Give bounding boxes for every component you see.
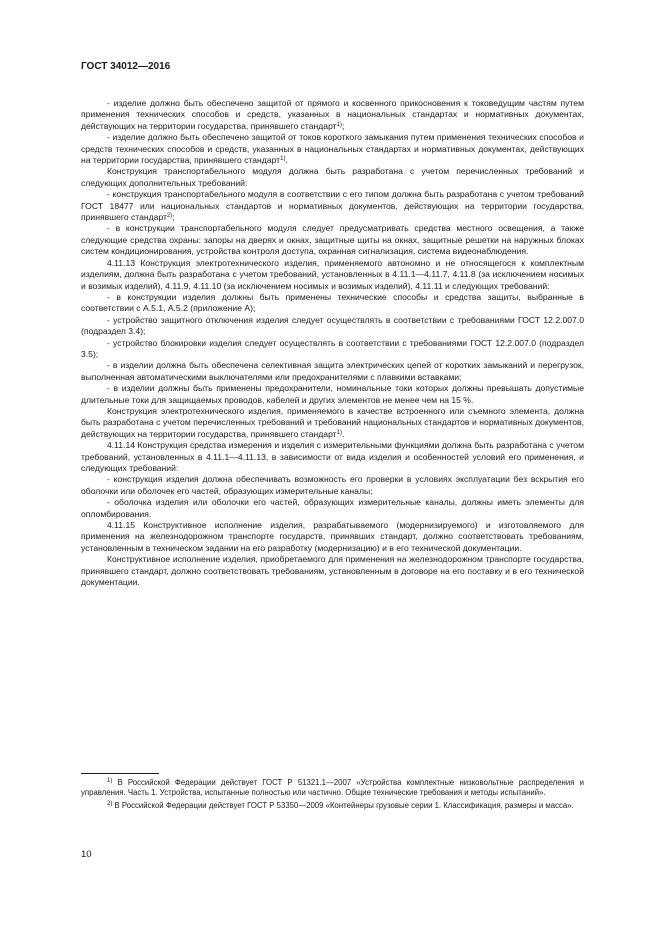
footnotes bbox=[81, 778, 584, 815]
paragraph: - в конструкции изделия должны быть применены технические способы и средства защиты, выбранные в соответствии с А.5.1, А.5.2 (приложение А); bbox=[81, 291, 584, 314]
paragraph: 4.11.14 Конструкция средства измерения и изделия с измерительными функциями должна быть разработана с учетом требований, установленных в 4.11.1—4.11.13, в зависимости от вида изделия и особенностей условий его применения, и следующих требований: bbox=[81, 440, 584, 473]
paragraph: Конструктивное исполнение изделия, приобретаемого для применения на железнодорожном транспорте государства, принявшего стандарт, должно соответствовать требованиям, установленным в договоре на его поставку и в его технической документации. bbox=[81, 554, 584, 588]
footnote: $^{2)}$ В Российской Федерации действует ГОСТ Р 53350—2009 «Контейнеры грузовые серии 1. Классификация, размеры и масса». bbox=[107, 801, 574, 811]
paragraph: - устройство защитного отключения изделия следует осуществлять в соответствии с требованиями ГОСТ 12.2.007.0 (подраздел 3.4); bbox=[81, 314, 584, 337]
footnote: $^{1)}$ В Российской Федерации действует ГОСТ Р 51321.1—2007 «Устройства комплектные низковольтные распределения и управления. Часть 1. Устройства, испытанные полностью или частично. Общие технические требования и методы испытаний». bbox=[81, 778, 584, 798]
paragraph: 4.11.15 Конструктивное исполнение изделия, разрабатываемого (модернизируемого) и изготовляемого для применения на железнодорожном транспорте государств, принявших стандарт, должно соответствовать требованиям, установленным в техническом задании на его разработку (модернизацию) и в его технической документации. bbox=[81, 520, 584, 553]
paragraph: - оболочка изделия или оболочки его частей, образующих измерительные каналы, должны иметь элементы для опломбирования. bbox=[81, 497, 584, 519]
document-header: ГОСТ 34012—2016 bbox=[81, 61, 171, 72]
paragraph: - устройство блокировки изделия следует осуществлять в соответствии с требованиями ГОСТ 12.2.007.0 (подраздел 3.5); bbox=[81, 337, 584, 359]
paragraph: - конструкция транспортабельного модуля в соответствии с его типом должна быть разработана с учетом требований ГОСТ 18477 или национальных стандартов и нормативных документов, действующих на территории государства, принявшего стандарт$^{2)}$; bbox=[81, 189, 584, 223]
page-number: 10 bbox=[81, 849, 92, 860]
paragraph: - изделие должно быть обеспечено защитой от прямого и косвенного прикосновения к токоведущим частям путем применения технических способов и средств, указанных в национальных стандартах и нормативных документах, действующих на территории государства, принявшего стандарт$^{1)}$; bbox=[81, 98, 584, 131]
paragraph: Конструкция электротехнического изделия, применяемого в качестве встроенного или съемного элемента, должна быть разработана с учетом перечисленных требований и требований национальных стандартов и нормативных документов, действующих на территории государства, принявшего стандарт$^{1)}$. bbox=[81, 405, 584, 439]
paragraph: - в изделии должна быть обеспечена селективная защита электрических цепей от коротких замыканий и перегрузок, выполненная автоматическими выключателями или предохранителями с плавкими вставками; bbox=[81, 360, 584, 382]
paragraph: - в конструкции транспортабельного модуля следует предусматривать средства местного освещения, а также следующие средства охраны: запоры на дверях и окнах, защитные щиты на окнах, защитные решетки на наружных блоках систем кондиционирования, устройства контроля доступа, охранная сигнализация, система видеонаблюдения. bbox=[81, 223, 584, 257]
paragraph: - изделие должно быть обеспечено защитой от токов короткого замыкания путем применения технических способов и средств технических способов и средств, указанных в национальных стандартах и нормативных документах, действующих на территории государства, принявшего стандарт$^{1)}$. bbox=[81, 132, 584, 166]
paragraph: - конструкция изделия должна обеспечивать возможность его проверки в условиях эксплуатации без вскрытия его оболочки или оболочек его частей, образующих измерительные каналы; bbox=[81, 474, 584, 496]
footnote-separator bbox=[81, 773, 159, 774]
document-body bbox=[81, 98, 584, 588]
paragraph: Конструкция транспортабельного модуля должна быть разработана с учетом перечисленных требований и следующих дополнительных требований: bbox=[81, 166, 584, 188]
paragraph: - в изделии должны быть применены предохранители, номинальные токи которых должны превышать допустимые длительные токи для защищаемых проводов, кабелей и других элементов не менее чем на 15 %. bbox=[81, 383, 584, 405]
paragraph: 4.11.13 Конструкция электротехнического изделия, применяемого автономно и не относящегося к комплектным изделиям, должна быть разработана с учетом требований, установленных в 4.11.1—4.11.7, 4.11.8 (за исключением носимых и возимых изделий), 4.11.9, 4.11.10 (за исключением носимых и возимых изделий), 4.11.11 и следующих требований: bbox=[81, 257, 584, 291]
